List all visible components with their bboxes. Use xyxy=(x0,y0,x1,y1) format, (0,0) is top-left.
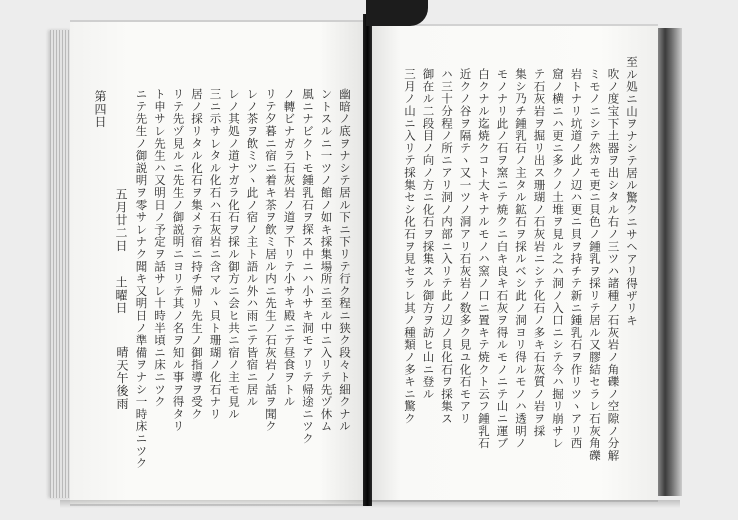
right-page-column-7: 集シ乃チ鍾乳石ノ主タル鉱石ヲ採ルベシ此ノ洞ヨリ得ルモノハ透明ノ xyxy=(514,68,528,450)
left-page-column-4: ノ轉ビナガラ石灰岩ノ道ヲ下リテ小サキ殿ニテ昼食ヲトル xyxy=(282,88,297,408)
right-page-edges xyxy=(656,28,682,496)
left-page-column-6: レノ茶ヲ飲ミツヽ此ノ宿ノ主ト語ル外ハ雨ニテ皆宿ニ居ル xyxy=(245,88,260,408)
right-page-column-8: モノナリ此ノ石ヲ窯ニテ焼クニ白キ良キ石灰ヲ得ルモノニテ山ニ運ブ xyxy=(495,68,510,450)
left-page-column-3: 風ニナビクトモ鍾乳石ヲ探ス中ニハ小サキ洞モアリテ帰途ニツク xyxy=(301,88,315,445)
right-page-column-12: 御在ル二段目ノ向ノ方ニ化石ヲ採集スル御方ヲ訪ヒ山ニ登ル xyxy=(421,68,436,401)
right-page-column-6: テ石灰岩ヲ掘リ出ス珊瑚ノ石灰岩ニシテ化石ノ多キ石灰質ノ岩ヲ採 xyxy=(532,68,547,437)
right-page-column-5: 窟ノ横ニハ更ニ多クノ土堆ヲ見ル之ハ洞ノ入口ニシテ今ハ掘リ崩サレ xyxy=(551,68,565,450)
left-page-column-8: 三ニ示サレタル化石ハ石灰岩ニ含マルヽ貝ト珊瑚ノ化石ナリ xyxy=(208,88,223,421)
right-page-column-13: 三月ノ山ニ入リテ採集セシ化石ヲ見セラレ其ノ種類ノ多キニ驚ク xyxy=(403,68,417,425)
left-page-column-5: リテ夕暮ニ宿ニ着キ茶ヲ飲ミ居ル内ニ先生ノ石灰岩ノ話ヲ聞ク xyxy=(264,88,278,433)
right-page-column-4: 岩トナリ坑道ノ此ノ辺ハ更ニ貝ヲ持チテ新ニ鍾乳石ヲ作リツヽアリ西 xyxy=(569,68,584,450)
entry-title: 第四日 xyxy=(93,90,107,129)
right-page-column-10: 近クノ谷ヲ隔テヽ又一ツノ洞アリ石灰岩ノ数多ク見ユ化石モアリ xyxy=(458,68,473,425)
right-page-column-2: 吹ノ度宝下土器ヲ出シタル右ノ三ツハ諸種ノ石灰岩ノ角礫ノ空隙ノ分解 xyxy=(606,68,621,462)
right-page-column-3: ミモノニシテ然カモ更ニ貝色ノ鍾乳ヲ採リテ居ル又膠結セラレ石灰角礫 xyxy=(588,68,602,462)
entry-weather: 晴天午後雨 xyxy=(115,346,129,410)
left-page-column-2: ントスルニ一ツノ館ノ如キ採集場所ニ至ル中ニ入リテ先ヅ休ム xyxy=(319,88,334,433)
entry-weekday: 土曜日 xyxy=(114,276,128,315)
left-page-column-12: ニテ先生ノ御説明ヲ零サレナク聞キ又明日ノ準備ヲナシ一時床ニツク xyxy=(134,88,149,470)
right-page-column-11: ハ三十分程ノ所ニアリ洞ノ内部ニ入リテ此ノ辺ノ貝化石ヲ採集ス xyxy=(440,68,454,425)
right-page-column-1: 至ル処ニ山ヲナシテ居ル驚クニサヘアリ得ザリキ xyxy=(625,56,639,327)
left-page-column-10: リテ先ヅ見ルニ先生ノ御説明ニヨリテ其ノ名ヲ知ル事ヲ得タリ xyxy=(171,88,186,433)
book-binding xyxy=(366,0,428,26)
left-page-column-1: 幽暗ノ底ヲナシテ居ル下ニ下リテ行ク程ニ狭ク段々ト細クナル xyxy=(338,88,352,433)
left-page-edges xyxy=(50,30,72,498)
right-page-column-9: 白クナル迄焼クコト大キナルモノハ窯ノ口ニ置キテ焼クト云フ鍾乳石 xyxy=(477,68,491,450)
left-page-column-11: ト申サレ先生ハ又明日ノ予定ヲ話サレ十時半頃ニ床ニツク xyxy=(153,88,167,408)
entry-date: 五月廿二日 xyxy=(114,188,128,252)
left-page-column-7: レノ其処ノ道ナガラ化石ヲ採ル御方ニ会ヒ共ニ宿ノ主モ見ル xyxy=(227,88,241,421)
book-spine xyxy=(363,14,372,506)
book-shadow xyxy=(60,500,680,508)
left-page-column-9: 居ノ採リタル化石ヲ集メテ宿ニ持チ帰リ先生ノ御指導ヲ受ク xyxy=(190,88,204,421)
